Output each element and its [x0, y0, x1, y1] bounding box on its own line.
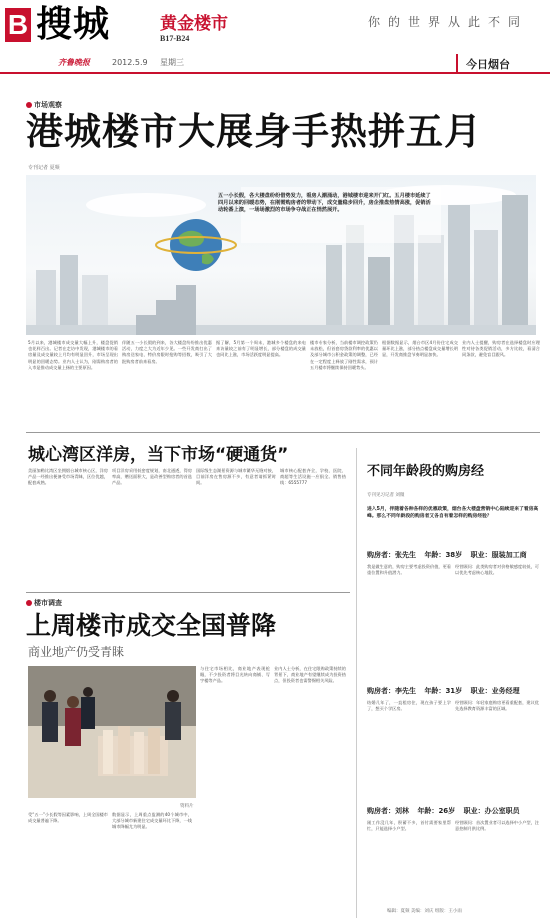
feature-headline: 不同年龄段的购房经: [367, 464, 485, 479]
feature-lead: 进入5月，伴随着各种各样的优惠政策，烟台各大楼盘营销中心陆续迎来了看房高峰。那么不同年龄段的购房者又各自有着怎样的购房经验？: [367, 507, 539, 519]
lower-body-col-3: 与住宅市场相比，商业地产表现抢眼，不少投资者将目光转向商铺、写字楼等产品。: [200, 666, 270, 684]
lead-body-col-1: 5月以来，港城楼市成交量大幅上升，楼盘促销也花样百出。记者在走访中发现，港城楼市的看房量及成交量较上月均有明显回升，市场呈现出明显的回暖态势。业内人士认为，刚需购房者的入市是推动成交量上扬的主要原因。: [28, 340, 118, 370]
lower-kicker: [26, 598, 62, 608]
person-header: 购房者：李先生 年龄：31岁 职业：业务经理: [367, 687, 520, 695]
harbor-body-col-1: 美丽加勒比湾区坐拥烟台城市核心区，洋房产品一经推出便备受市场青睐，区位优越，配套成熟。: [28, 468, 108, 486]
lead-kicker-text: 市场观察: [34, 101, 62, 109]
section-divider: [26, 432, 540, 433]
section-title: 搜城: [36, 4, 111, 45]
lead-kicker: [26, 100, 62, 110]
person-header: 购房者：张先生 年龄：38岁 职业：服装加工商: [367, 551, 527, 559]
lead-deck: 五一小长假，各大楼盘纷纷借势发力，看房人潮涌动，港城楼市迎来开门红。五月楼市延续了四月以来的回暖态势，在刚需购房者的带动下，成交量稳步回升，房企推盘热情高涨，促销活动轮番上演，一场场激烈的市场争夺战正在悄然展开。: [218, 193, 431, 214]
masthead: [0, 0, 550, 80]
paper-name: 齐鲁晚报: [58, 58, 90, 67]
edition-label: 今日烟台: [466, 58, 510, 71]
lower-body-col-2: 数据显示，上周重点监测的40个城市中，大部分城市新建住宅成交量环比下降，一线城市降幅尤为明显。: [112, 812, 192, 830]
section-badge: B: [5, 8, 31, 42]
person-text: 结婚几年了，一直租房住，现在孩子要上学了，想买个学区房。: [367, 700, 451, 712]
person-card: [367, 806, 539, 902]
model-photo: [28, 666, 196, 798]
lower-kicker-text: 楼市调查: [34, 599, 62, 607]
photo-graphic: [28, 666, 196, 798]
harbor-body-col-2: 项目洋房采用低密度规划，南北通透，得房率高，赠送面积大，是改善型购房者的首选产品。: [112, 468, 192, 486]
lead-byline: 专刊记者 夏频: [28, 165, 60, 171]
lower-body-col-1: 受“五一”小长假等因素影响，上周全国楼市成交量普遍下降。: [28, 812, 108, 824]
edition-tab: [456, 54, 550, 72]
lower-headline: 上周楼市成交全国普降: [26, 611, 277, 640]
issue-date: 2012.5.9: [112, 58, 148, 67]
lead-headline: 港城楼市大展身手热拼五月: [26, 110, 482, 153]
lower-body-col-4: 业内人士分析，在住宅限购政策持续的背景下，商业地产有望继续成为投资热点，但投资者也需警惕相关风险。: [274, 666, 346, 684]
lower-divider: [26, 592, 350, 593]
feature-byline: 专刊见习记者 刘微: [367, 493, 405, 498]
person-header: 购房者：刘林 年龄：26岁 职业：办公室职员: [367, 807, 520, 815]
person-text: 刚工作没几年，积蓄不多，首付需要家里帮忙，只能选择小户型。: [367, 820, 451, 832]
lead-body-col-6: 业内人士提醒，购房者在选择楼盘时应理性对待各类促销活动，多方比较，看清合同条款，避免盲目跟风。: [462, 340, 540, 358]
harbor-headline: 城心湾区洋房，当下市场“硬通货”: [28, 445, 289, 465]
page-range: B17-B24: [160, 34, 190, 43]
person-text: 我是做生意的，购房主要考虑投资价值，更看重位置和升值潜力。: [367, 564, 451, 576]
lower-subhead: 商业地产仍受青睐: [28, 645, 125, 659]
lead-body-col-3: 据了解，5月第一个周末，港城多个楼盘的来电来访量较之前有了明显增长，部分楼盘的成交量也同比上涨，市场活跃度明显提高。: [216, 340, 306, 358]
photo-caption: 资料片: [180, 804, 194, 809]
person-advice: 经营顾问：首次置业者可以选择中小户型，注意控制月供比例。: [455, 820, 539, 832]
cityscape-illustration: [26, 175, 536, 335]
lead-body-col-5: 根据数据显示，烟台市区4月份住宅成交量环比上涨，部分热点楼盘成交量增长明显，开发商推盘节奏明显加快。: [382, 340, 458, 358]
lead-body-col-4: 楼市专家分析，当前楼市调控政策仍未放松，但首套房贷款利率的优惠以及部分城市公积金政策的调整，已经在一定程度上释放了刚性需求，预计五月楼市将继续保持回暖势头。: [310, 340, 378, 370]
feature-box: [356, 448, 543, 918]
feature-footer: 编辑：夏频 美编：刘庆 组版：王小雨: [387, 909, 462, 914]
weekday: 星期三: [160, 58, 184, 67]
person-advice: 经营顾问：此类购房者对价格敏感度较低，可以优先考虑核心地段。: [455, 564, 539, 576]
person-card: [367, 550, 539, 666]
harbor-body-col-3: 国际级生态湖景资源与城市繁华无缝对接，目前洋房在售房源不多，有意者请抓紧时间。: [196, 468, 276, 486]
person-advice: 经营顾问：年轻家庭购房更看重配套，建议优先选择教育资源丰富的区域。: [455, 700, 539, 712]
slogan: 你的世界从此不同: [368, 15, 529, 29]
harbor-body-col-4: 城市核心配套齐全，学校、医院、商超等生活设施一应俱全。销售热线：6555777: [280, 468, 346, 486]
masthead-rule: [0, 72, 550, 74]
lead-body-col-2: 伴随五一小长假的到来，各大楼盘纷纷推出优惠活动，力度之大为近年少见。一些开发商打出了购房送家电、特价房限时抢购等招数，吸引了大批购房者前来看房。: [122, 340, 212, 364]
banner-title: 黄金楼市: [160, 14, 228, 34]
person-card: [367, 686, 539, 802]
